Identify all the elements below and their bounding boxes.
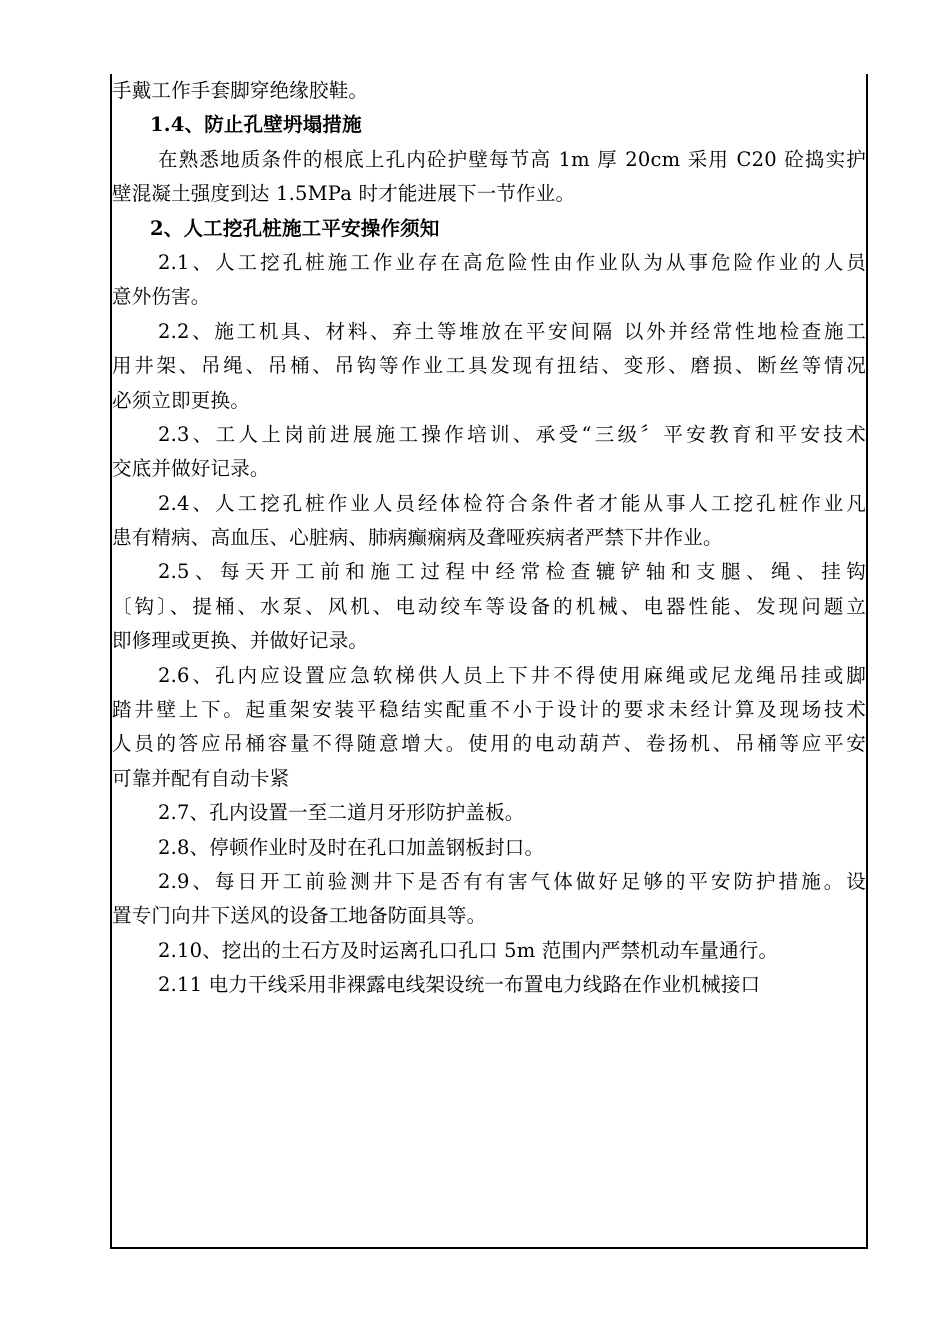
text-line: 意外伤害。 [112,285,211,309]
text-line: 2.2、施工机具、材料、弃土等堆放在平安间隔 以外并经常性地检查施工 [158,319,866,343]
text-line: 患有精病、高血压、心脏病、肺病癫痫病及聋哑疾病者严禁下井作业。 [112,526,723,550]
text-line: 置专门向井下送风的设备工地备防面具等。 [112,904,487,928]
text-line: 用井架、吊绳、吊桶、吊钩等作业工具发现有扭结、变形、磨损、断丝等情况 [112,354,866,378]
text-line: 2.11 电力干线采用非裸露电线架设统一布置电力线路在作业机械接口 [158,973,761,997]
text-line: 2.8、停顿作业时及时在孔口加盖钢板封口。 [158,835,545,859]
text-line: 踏井壁上下。起重架安装平稳结实配重不小于设计的要求未经计算及现场技术 [112,698,866,722]
text-line: 必须立即更换。 [112,388,250,412]
text-line: 2.7、孔内设置一至二道月牙形防护盖板。 [158,801,525,825]
text-line: 人员的答应吊桶容量不得随意增大。使用的电动葫芦、卷扬机、吊桶等应平安 [112,732,866,756]
text-line: 2.5、每天开工前和施工过程中经常检查辘铲轴和支腿、绳、挂钩 [158,560,866,584]
text-line: 壁混凝土强度到达 1.5MPa 时才能进展下一节作业。 [112,182,576,206]
text-line: 2.4、人工挖孔桩作业人员经体检符合条件者才能从事人工挖孔桩作业凡 [158,491,866,515]
text-line: 2.10、挖出的土石方及时运离孔口孔口 5m 范围内严禁机动车量通行。 [158,938,779,962]
document-frame [110,74,868,1249]
text-line: 可靠并配有自动卡紧 [112,766,290,790]
text-line: 在熟悉地质条件的根底上孔内砼护壁每节高 1m 厚 20cm 采用 C20 砼捣实护 [158,147,866,171]
document-body [112,74,866,1003]
text-line: 交底并做好记录。 [112,457,270,481]
text-line: 2.9、每日开工前验测井下是否有有害气体做好足够的平安防护措施。设 [158,869,866,893]
text-line: 即修理或更换、并做好记录。 [112,629,369,653]
text-line: 手戴工作手套脚穿绝缘胶鞋。 [112,79,369,102]
section-heading: 1.4、防止孔壁坍塌措施 [150,113,362,137]
section-heading: 2、人工挖孔桩施工平安操作须知 [150,216,440,240]
text-line: 2.1、人工挖孔桩施工作业存在高危险性由作业队为从事危险作业的人员 [158,250,866,274]
text-line: 〔钩〕、提桶、水泵、风机、电动绞车等设备的机械、电器性能、发现问题立 [112,594,866,618]
text-line: 2.6、孔内应设置应急软梯供人员上下井不得使用麻绳或尼龙绳吊挂或脚 [158,663,866,687]
text-line: 2.3、工人上岗前进展施工操作培训、承受“三级〞平安教育和平安技术 [158,422,866,446]
